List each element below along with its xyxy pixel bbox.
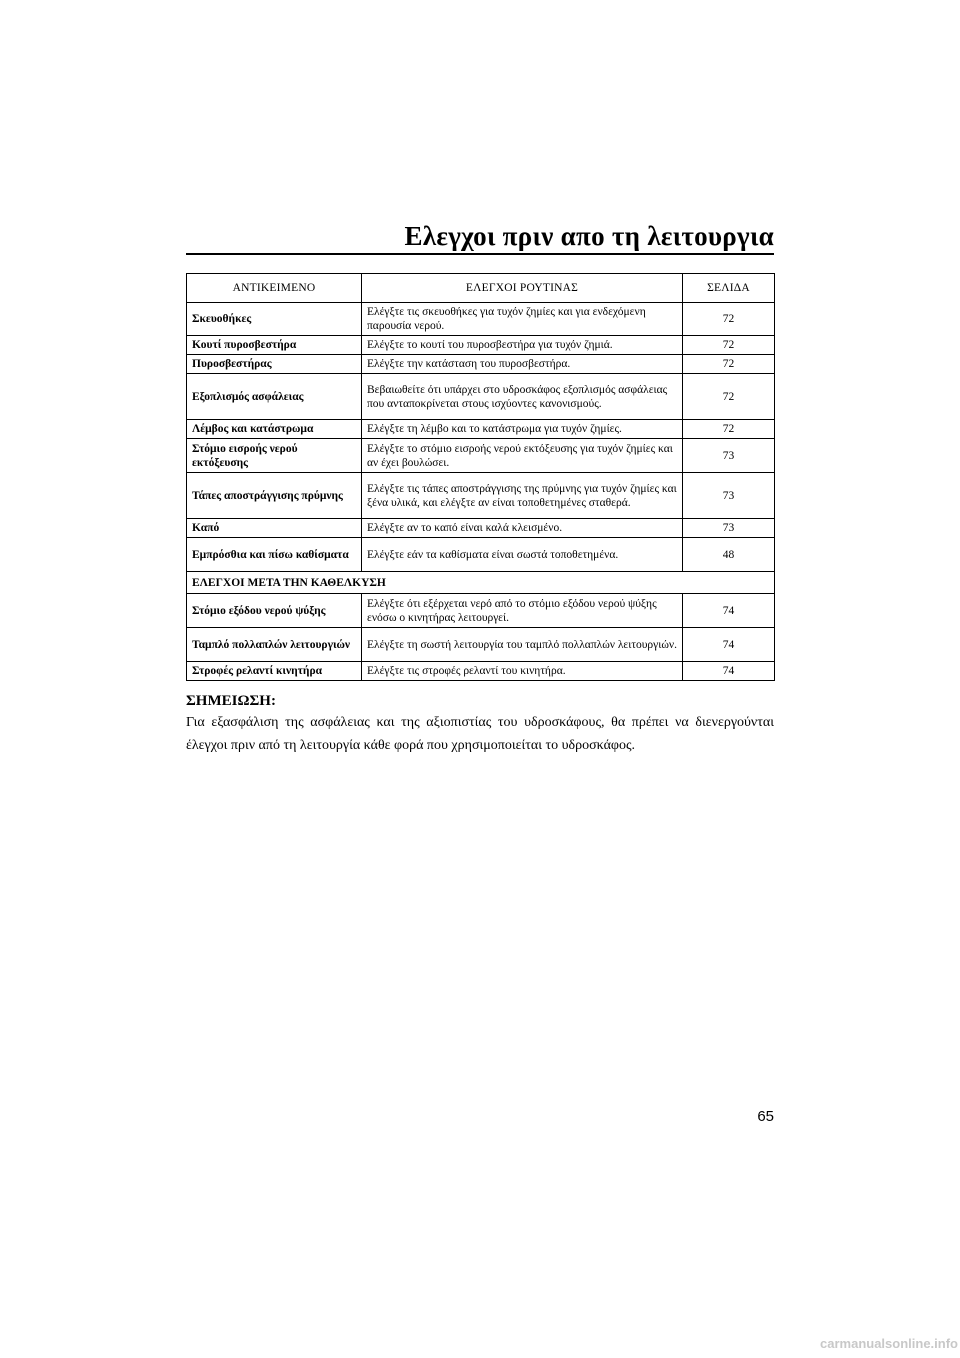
item-cell: Κουτί πυροσβεστήρα — [187, 336, 362, 355]
table-row — [187, 538, 775, 572]
table-row — [187, 439, 775, 473]
page-cell: 74 — [683, 628, 775, 662]
table-row — [187, 519, 775, 538]
check-cell: Ελέγξτε τη λέμβο και το κατάστρωμα για τυχόν ζημίες. — [362, 420, 683, 439]
page-cell: 74 — [683, 662, 775, 681]
table-row — [187, 355, 775, 374]
check-cell: Ελέγξτε την κατάσταση του πυροσβεστήρα. — [362, 355, 683, 374]
page-cell: 72 — [683, 374, 775, 420]
check-cell: Ελέγξτε ότι εξέρχεται νερό από το στόμιο εξόδου νερού ψύξης ενόσω ο κινητήρας λειτουργεί. — [362, 594, 683, 628]
table-header-row — [187, 274, 775, 303]
check-cell: Ελέγξτε τις τάπες αποστράγγισης της πρύμνης για τυχόν ζημίες και ξένα υλικά, και ελέγξτε αν είναι τοποθετημένες σταθερά. — [362, 473, 683, 519]
check-cell: Ελέγξτε αν το καπό είναι καλά κλεισμένο. — [362, 519, 683, 538]
page-cell: 72 — [683, 336, 775, 355]
page-cell: 72 — [683, 420, 775, 439]
note-title: ΣΗΜΕΙΩΣΗ: — [186, 693, 276, 709]
page-cell: 74 — [683, 594, 775, 628]
page-cell: 73 — [683, 439, 775, 473]
item-cell: Τάπες αποστράγγισης πρύμνης — [187, 473, 362, 519]
table-row — [187, 628, 775, 662]
column-header-page: ΣΕΛΙΔΑ — [683, 274, 775, 303]
checks-table — [186, 273, 775, 681]
page-title: Ελεγχοι πριν απο τη λειτουργια — [404, 221, 774, 251]
item-cell: Στόμιο εξόδου νερού ψύξης — [187, 594, 362, 628]
section-label: ΕΛΕΓΧΟΙ ΜΕΤΑ ΤΗΝ ΚΑΘΕΛΚΥΣΗ — [187, 572, 775, 594]
title-rule — [186, 253, 774, 255]
check-cell: Ελέγξτε τις σκευοθήκες για τυχόν ζημίες και για ενδεχόμενη παρουσία νερού. — [362, 303, 683, 336]
column-header-item: ΑΝΤΙΚΕΙΜΕΝΟ — [187, 274, 362, 303]
check-cell: Ελέγξτε το κουτί του πυροσβεστήρα για τυχόν ζημιά. — [362, 336, 683, 355]
table-row — [187, 662, 775, 681]
page-cell: 48 — [683, 538, 775, 572]
page-number: 65 — [757, 1108, 774, 1125]
item-cell: Πυροσβεστήρας — [187, 355, 362, 374]
page-cell: 73 — [683, 473, 775, 519]
column-header-check: ΕΛΕΓΧΟΙ ΡΟΥΤΙΝΑΣ — [362, 274, 683, 303]
item-cell: Λέμβος και κατάστρωμα — [187, 420, 362, 439]
item-cell: Εμπρόσθια και πίσω καθίσματα — [187, 538, 362, 572]
check-cell: Ελέγξτε τις στροφές ρελαντί του κινητήρα. — [362, 662, 683, 681]
table-row — [187, 374, 775, 420]
item-cell: Καπό — [187, 519, 362, 538]
page-cell: 73 — [683, 519, 775, 538]
table-row — [187, 420, 775, 439]
table-row — [187, 473, 775, 519]
check-cell: Ελέγξτε το στόμιο εισροής νερού εκτόξευσης για τυχόν ζημίες και αν έχει βουλώσει. — [362, 439, 683, 473]
item-cell: Εξοπλισμός ασφάλειας — [187, 374, 362, 420]
check-cell: Ελέγξτε τη σωστή λειτουργία του ταμπλό πολλαπλών λειτουργιών. — [362, 628, 683, 662]
item-cell: Στόμιο εισροής νερού εκτόξευσης — [187, 439, 362, 473]
watermark: carmanualsonline.info — [820, 1336, 958, 1351]
table-row — [187, 336, 775, 355]
table-row — [187, 303, 775, 336]
item-cell: Στροφές ρελαντί κινητήρα — [187, 662, 362, 681]
item-cell: Σκευοθήκες — [187, 303, 362, 336]
check-cell: Βεβαιωθείτε ότι υπάρχει στο υδροσκάφος εξοπλισμός ασφάλειας που ανταποκρίνεται στους ισχύοντες κανονισμούς. — [362, 374, 683, 420]
check-cell: Ελέγξτε εάν τα καθίσματα είναι σωστά τοποθετημένα. — [362, 538, 683, 572]
section-row — [187, 572, 775, 594]
item-cell: Ταμπλό πολλαπλών λειτουργιών — [187, 628, 362, 662]
page-cell: 72 — [683, 355, 775, 374]
note-text: Για εξασφάλιση της ασφάλειας και της αξιοπιστίας του υδροσκάφους, θα πρέπει να διενεργούνται έλεγχοι πριν από τη λειτουργία κάθε φορά που χρησιμοποιείται το υδροσκάφος. — [186, 715, 774, 753]
page-cell: 72 — [683, 303, 775, 336]
table-row — [187, 594, 775, 628]
